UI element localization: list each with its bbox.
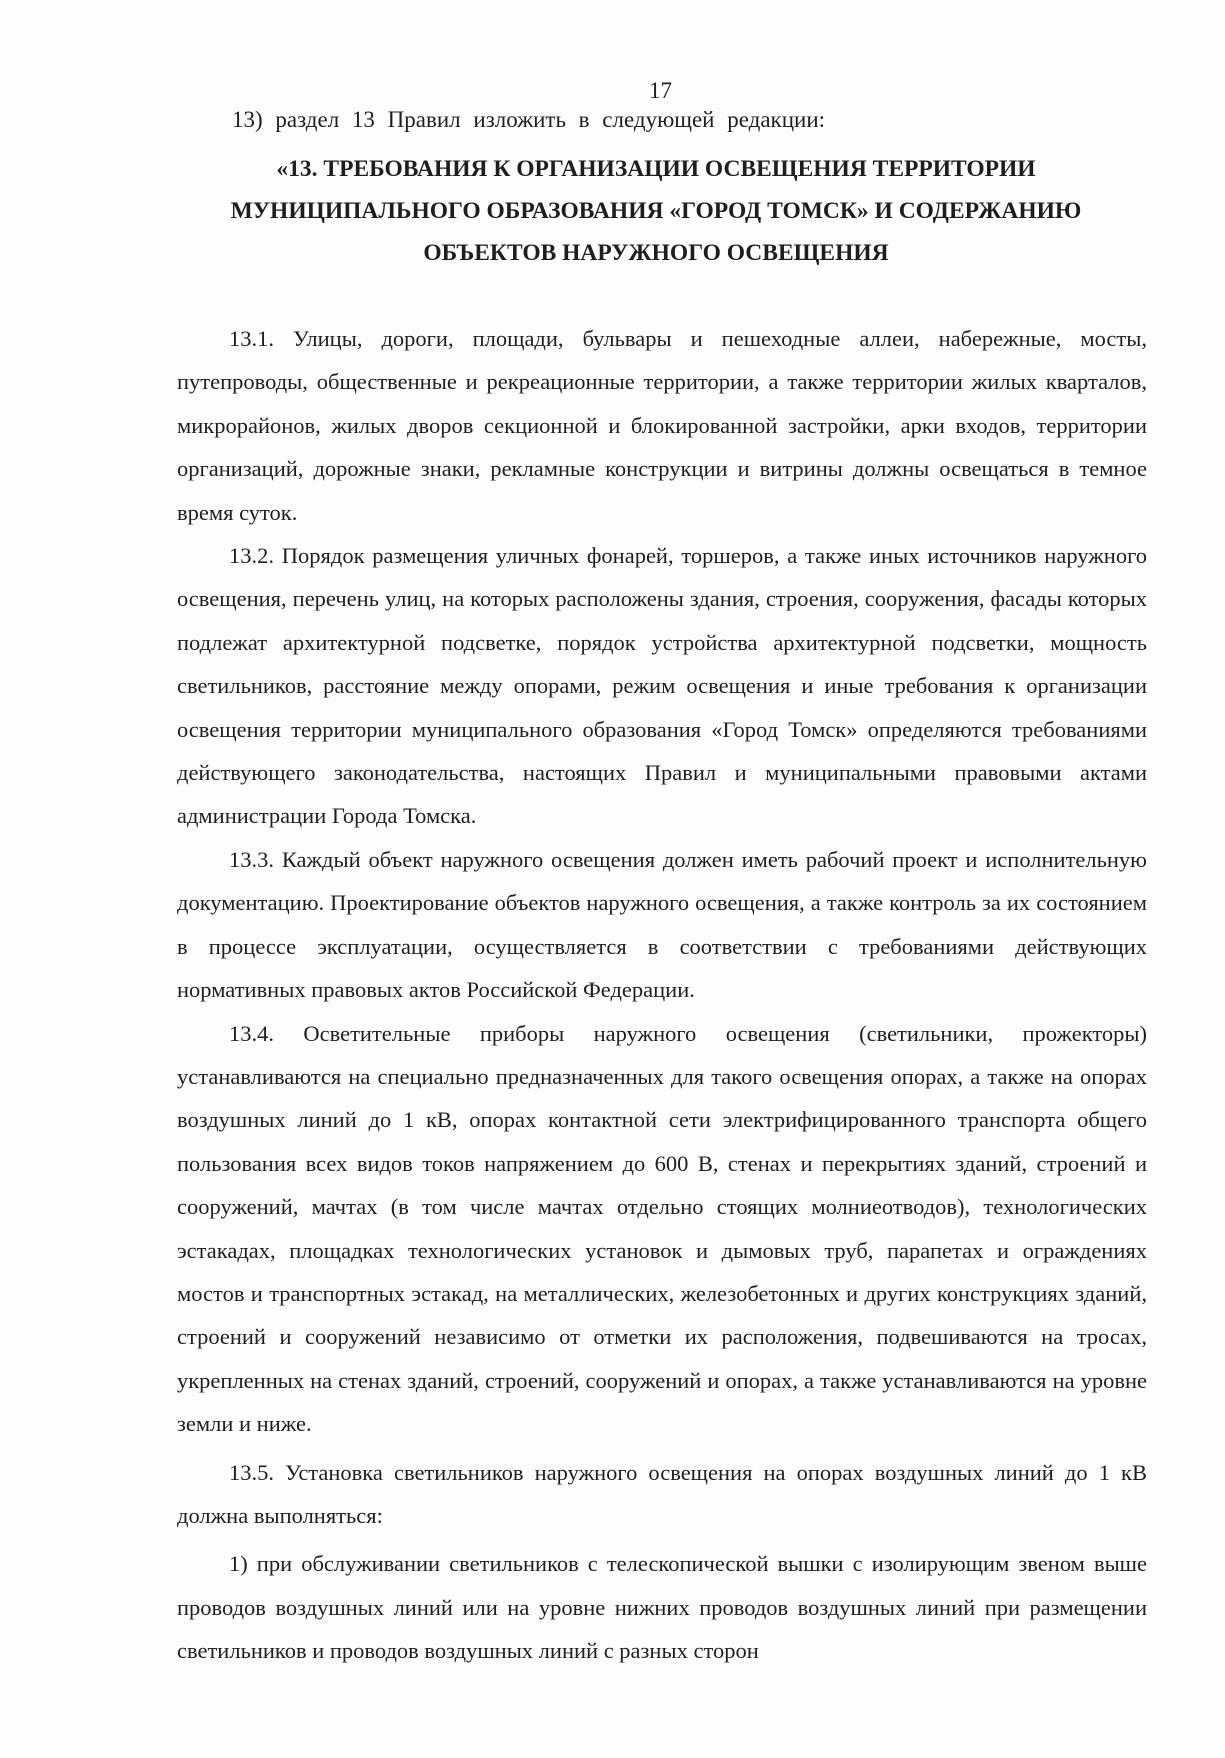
section-heading bbox=[160, 148, 1152, 274]
page-number: 17 bbox=[649, 78, 672, 103]
section-body bbox=[177, 317, 1147, 1673]
paragraph-13-2: 13.2. Порядок размещения уличных фонарей, торшеров, а также иных источников наружного освещения, перечень улиц, на которых расположены здания, строения, сооружения, фасады которых подлежат архитектурной подсветке, порядок устройства архитектурной подсветки, мощность светильников, расстояние между опорами, режим освещения и иные требования к организации освещения территории муниципального образования «Город Томск» определяются требованиями действующего законодательства, настоящих Правил и муниципальными правовыми актами администрации Города Томска. bbox=[177, 543, 1147, 829]
paragraph-13-4: 13.4. Осветительные приборы наружного освещения (светильники, прожекторы) устанавливаются на специально предназначенных для такого освещения опорах, а также на опорах воздушных линий до 1 кВ, опорах контактной сети электрифицированного транспорта общего пользования всех видов токов напряжением до 600 В, стенах и перекрытиях зданий, строений и сооружений, мачтах (в том числе мачтах отдельно стоящих молниеотводов), технологических эстакадах, площадках технологических установок и дымовых труб, парапетах и ограждениях мостов и транспортных эстакад, на металлических, железобетонных и других конструкциях зданий, строений и сооружений независимо от отметки их расположения, подвешиваются на тросах, укрепленных на стенах зданий, строений, сооружений и опорах, а также устанавливаются на уровне земли и ниже. bbox=[177, 1020, 1147, 1437]
heading-line: ОБЪЕКТОВ НАРУЖНОГО ОСВЕЩЕНИЯ bbox=[423, 240, 889, 266]
heading-line: «13. ТРЕБОВАНИЯ К ОРГАНИЗАЦИИ ОСВЕЩЕНИЯ ТЕРРИТОРИИ bbox=[276, 156, 1036, 182]
paragraph-13-1: 13.1. Улицы, дороги, площади, бульвары и пешеходные аллеи, набережные, мосты, путепроводы, общественные и рекреационные территории, а также территории жилых кварталов, микрорайонов, жилых дворов секционной и блокированной застройки, арки входов, территории организаций, дорожные знаки, рекламные конструкции и витрины должны освещаться в темное время суток. bbox=[177, 326, 1147, 525]
paragraph-13-5-item-1: 1) при обслуживании светильников с телескопической вышки с изолирующим звеном выше проводов воздушных линий или на уровне нижних проводов воздушных линий при размещении светильников и проводов воздушных линий с разных сторон bbox=[177, 1551, 1147, 1664]
paragraph-13-3: 13.3. Каждый объект наружного освещения должен иметь рабочий проект и исполнительную документацию. Проектирование объектов наружного освещения, а также контроль за их состоянием в процессе эксплуатации, осуществляется в соответствии с требованиями действующих нормативных правовых актов Российской Федерации. bbox=[177, 846, 1147, 1003]
intro-line: 13) раздел 13 Правил изложить в следующей редакции: bbox=[232, 107, 826, 132]
paragraph-13-5: 13.5. Установка светильников наружного освещения на опорах воздушных линий до 1 кВ должна выполняться: bbox=[177, 1459, 1147, 1528]
heading-line: МУНИЦИПАЛЬНОГО ОБРАЗОВАНИЯ «ГОРОД ТОМСК» И СОДЕРЖАНИЮ bbox=[230, 198, 1082, 224]
